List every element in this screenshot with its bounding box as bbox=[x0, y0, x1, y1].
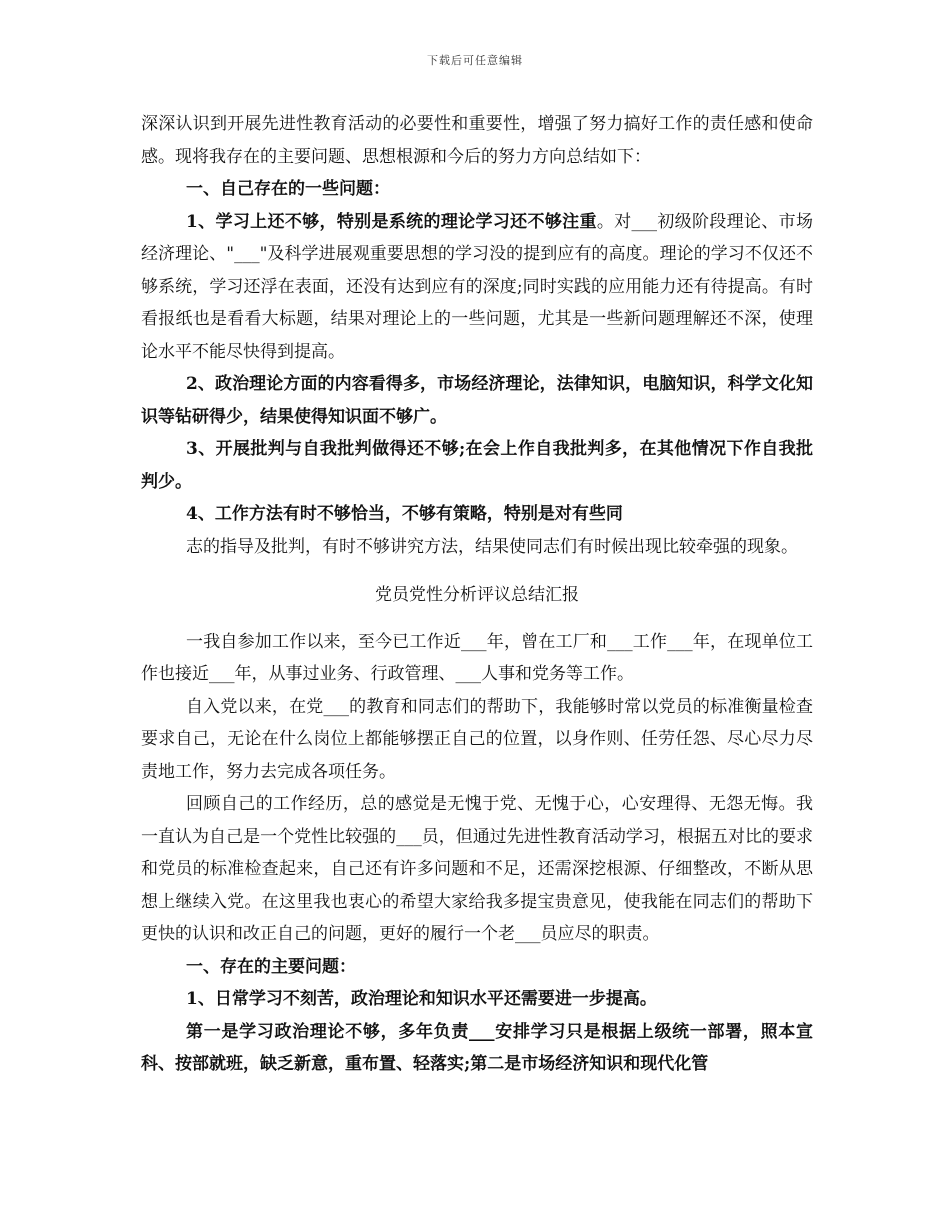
paragraph: 3、开展批判与自我批判做得还不够;在会上作自我批判多，在其他情况下作自我批判少。 bbox=[141, 439, 813, 492]
paragraph: 4、工作方法有时不够恰当，不够有策略，特别是对有些同 bbox=[186, 504, 623, 524]
section-heading: 一、存在的主要问题： bbox=[186, 956, 356, 977]
paragraph: 自入党以来，在党___的教育和同志们的帮助下，我能够时常以党员的标准衡量检查要求自己，无论在什么岗位上都能够摆正自己的位置，以身作则、任劳任怨、尽心尽力尽责地工作，努力去完成各项任务。 bbox=[141, 696, 813, 782]
paragraph bbox=[141, 206, 813, 369]
paragraph: 深深认识到开展先进性教育活动的必要性和重要性，增强了努力搞好工作的责任感和使命感。现将我存在的主要问题、思想根源和今后的努力方向总结如下： bbox=[141, 114, 813, 167]
paragraph: 2、政治理论方面的内容看得多，市场经济理论，法律知识，电脑知识，科学文化知识等钻研得少，结果使得知识面不够广。 bbox=[141, 374, 813, 427]
document-title: 党员党性分析评议总结汇报 bbox=[375, 585, 579, 605]
paragraph: 一我自参加工作以来，至今已工作近___年，曾在工厂和___工作___年，在现单位工作也接近___年，从事过业务、行政管理、___人事和党务等工作。 bbox=[141, 631, 813, 684]
paragraph: 志的指导及批判，有时不够讲究方法，结果使同志们有时候出现比较牵强的现象。 bbox=[186, 536, 798, 557]
paragraph: 回顾自己的工作经历，总的感觉是无愧于党、无愧于心，心安理得、无怨无悔。我一直认为自己是一个党性比较强的___员，但通过先进性教育活动学习，根据五对比的要求和党员的标准检查起来，自己还有许多问题和不足，还需深挖根源、仔细整改，不断从思想上继续入党。在这里我也衷心的希望大家给我多提宝贵意见，使我能在同志们的帮助下更快的认识和改正自己的问题，更好的履行一个老___员应尽的职责。 bbox=[141, 794, 813, 944]
paragraph-text: 。对___初级阶段理论、市场经济理论、"___"及科学进展观重要思想的学习没的提到应有的高度。理论的学习不仅还不够系统，学习还浮在表面，还没有达到应有的深度;同时实践的应用能力还有待提高。有时看报纸也是看看大标题，结果对理论上的一些问题，尤其是一些新问题理解还不深，使理论水平不能尽快得到提高。 bbox=[141, 211, 814, 362]
emphasis-text: 1、学习上还不够，特别是系统的理论学习还不够注重 bbox=[186, 211, 597, 232]
section-heading: 一、自己存在的一些问题： bbox=[186, 179, 390, 199]
page-header: 下载后可任意编辑 bbox=[427, 54, 523, 67]
paragraph: 第一是学习政治理论不够，多年负责___安排学习只是根据上级统一部署，照本宣科、按部就班，缺乏新意，重布置、轻落实;第二是市场经济知识和现代化管 bbox=[141, 1021, 813, 1074]
paragraph: 1、日常学习不刻苦，政治理论和知识水平还需要进一步提高。 bbox=[186, 989, 657, 1009]
document-body bbox=[141, 108, 813, 1081]
